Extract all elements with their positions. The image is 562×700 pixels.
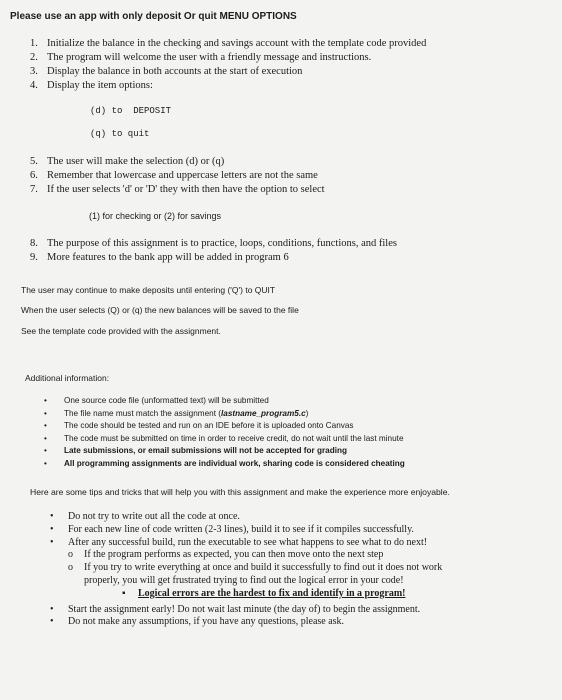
list-item: • All programming assignments are individual work, sharing code is considered cheating [44,458,405,471]
list-item: 2. The program will welcome the user with a friendly message and instructions. [30,52,372,63]
paragraph-save-info: When the user selects (Q) or (q) the new balances will be saved to the file [21,305,299,315]
menu-option-quit: (q) to quit [90,129,150,139]
list-item: • After any successful build, run the executable to see what happens to see what to do next! [50,536,428,548]
bullet-icon: • [50,536,54,548]
circle-bullet-icon: o [68,562,73,574]
additional-list [44,395,405,470]
additional-heading: Additional information: [25,373,110,383]
list-item: 6. Remember that lowercase and uppercase letters are not the same [30,170,318,181]
bullet-icon: • [50,616,54,628]
bullet-icon: • [50,523,54,535]
paragraph-quit-info: The user may continue to make deposits until entering ('Q') to QUIT [21,285,276,295]
circle-bullet-icon: o [68,549,73,561]
bullet-icon: • [44,396,47,405]
bullet-icon: • [44,408,47,418]
list-item: • For each new line of code written (2-3 lines), build it to see if it compiles successfully. [50,523,414,535]
list-item: 9. More features to the bank app will be added in program 6 [30,252,289,263]
list-item: • Start the assignment early! Do not wait last minute (the day of) to begin the assignment. [50,603,421,615]
numbered-list-2 [30,155,325,197]
bullet-icon: • [44,433,47,443]
list-item: 5. The user will make the selection (d) or (q) [30,156,225,167]
list-item: o If the program performs as expected, you can then move onto the next step [68,549,384,561]
numbered-list-1 [30,37,426,93]
list-item: • The code should be tested and run on an IDE before it is uploaded onto Canvas [44,420,405,433]
list-item: ▪ Logical errors are the hardest to fix and identify in a program! [122,587,406,599]
bullet-icon: • [44,458,47,468]
bullet-icon: • [44,446,47,455]
list-item: o If you try to write everything at once and build it successfully to find out it does not work [68,562,443,574]
list-item: • The code must be submitted on time in order to receive credit, do not wait until the last minute [44,433,405,446]
list-item: 4. Display the item options: [30,80,153,91]
list-item: • Late submissions, or email submissions will not be accepted for grading [44,445,405,458]
square-bullet-icon: ▪ [122,587,126,599]
menu-option-deposit: (d) to DEPOSIT [90,106,172,116]
numbered-list-3 [30,237,397,265]
savings-option-text: (1) for checking or (2) for savings [89,211,222,221]
list-item: • The file name must match the assignment (lastname_program5.c) [44,408,405,421]
list-item-continuation: properly, you will get frustrated trying to find out the logical error in your code! [84,574,404,586]
tips-list [50,511,442,629]
paragraph-template-info: See the template code provided with the assignment. [21,326,221,336]
tips-heading: Here are some tips and tricks that will help you with this assignment and make the experience more enjoyable. [30,487,450,497]
bullet-icon: • [44,421,47,430]
bullet-icon: • [50,603,54,615]
list-item: 8. The purpose of this assignment is to practice, loops, conditions, functions, and files [30,238,397,249]
list-item: • Do not make any assumptions, if you have any questions, please ask. [50,616,345,628]
list-item: 7. If the user selects 'd' or 'D' they with then have the option to select [30,184,325,195]
list-item: • Do not try to write out all the code at once. [50,511,240,522]
list-item: 1. Initialize the balance in the checking and savings account with the template code provided [30,38,427,49]
list-item: • One source code file (unformatted text) will be submitted [44,395,405,408]
list-item: 3. Display the balance in both accounts at the start of execution [30,66,303,77]
bullet-icon: • [50,511,54,522]
page-title: Please use an app with only deposit Or quit MENU OPTIONS [10,11,297,22]
